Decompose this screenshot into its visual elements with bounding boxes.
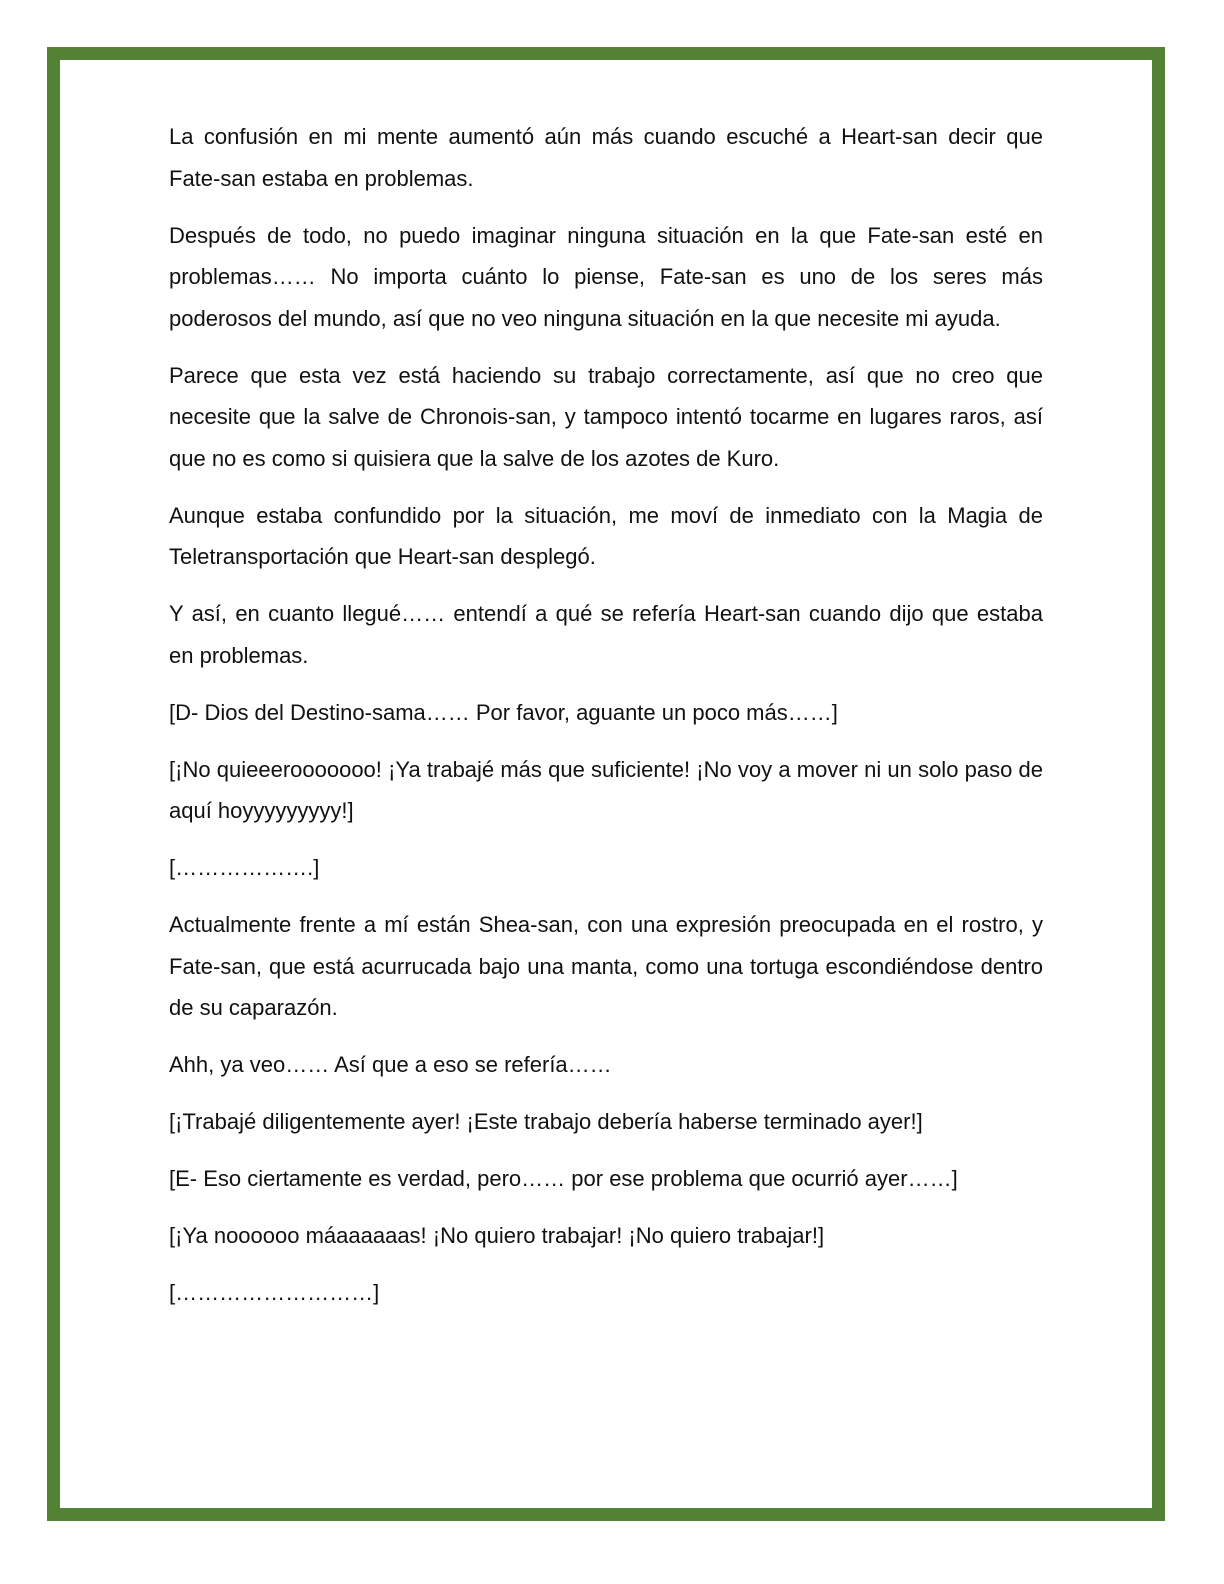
dialogue-line: [………………………] [169, 1280, 380, 1305]
dialogue-line: [¡Ya noooooo máaaaaaas! ¡No quiero trabajar! ¡No quiero trabajar!] [169, 1223, 825, 1248]
paragraph: Aunque estaba confundido por la situación, me moví de inmediato con la Magia de Teletransportación que Heart-san desplegó. [169, 502, 1043, 569]
dialogue-line: [E- Eso ciertamente es verdad, pero…… por ese problema que ocurrió ayer……] [169, 1166, 958, 1191]
paragraph: Parece que esta vez está haciendo su trabajo correctamente, así que no creo que necesite que la salve de Chronois-san, y tampoco intentó tocarme en lugares raros, así que no es como si quisiera que la salve de los azotes de Kuro. [169, 362, 1043, 471]
paragraph: Después de todo, no puedo imaginar ninguna situación en la que Fate-san esté en problemas…… No importa cuánto lo piense, Fate-san es uno de los seres más poderosos del mundo, así que no veo ninguna situación en la que necesite mi ayuda. [169, 222, 1043, 331]
document-body [169, 116, 1043, 1329]
paragraph: La confusión en mi mente aumentó aún más cuando escuché a Heart-san decir que Fate-san estaba en problemas. [169, 124, 1043, 191]
paragraph: Ahh, ya veo…… Así que a eso se refería…… [169, 1052, 612, 1077]
dialogue-line: [……………….] [169, 855, 320, 880]
paragraph: Y así, en cuanto llegué…… entendí a qué se refería Heart-san cuando dijo que estaba en problemas. [169, 601, 1043, 668]
paragraph: Actualmente frente a mí están Shea-san, con una expresión preocupada en el rostro, y Fate-san, que está acurrucada bajo una manta, como una tortuga escondiéndose dentro de su caparazón. [169, 912, 1043, 1020]
dialogue-line: [¡Trabajé diligentemente ayer! ¡Este trabajo debería haberse terminado ayer!] [169, 1109, 923, 1134]
dialogue-line: [¡No quieeerooooooo! ¡Ya trabajé más que suficiente! ¡No voy a mover ni un solo paso de aquí hoyyyyyyyyy!] [169, 756, 1043, 823]
dialogue-line: [D- Dios del Destino-sama…… Por favor, aguante un poco más……] [169, 699, 838, 725]
